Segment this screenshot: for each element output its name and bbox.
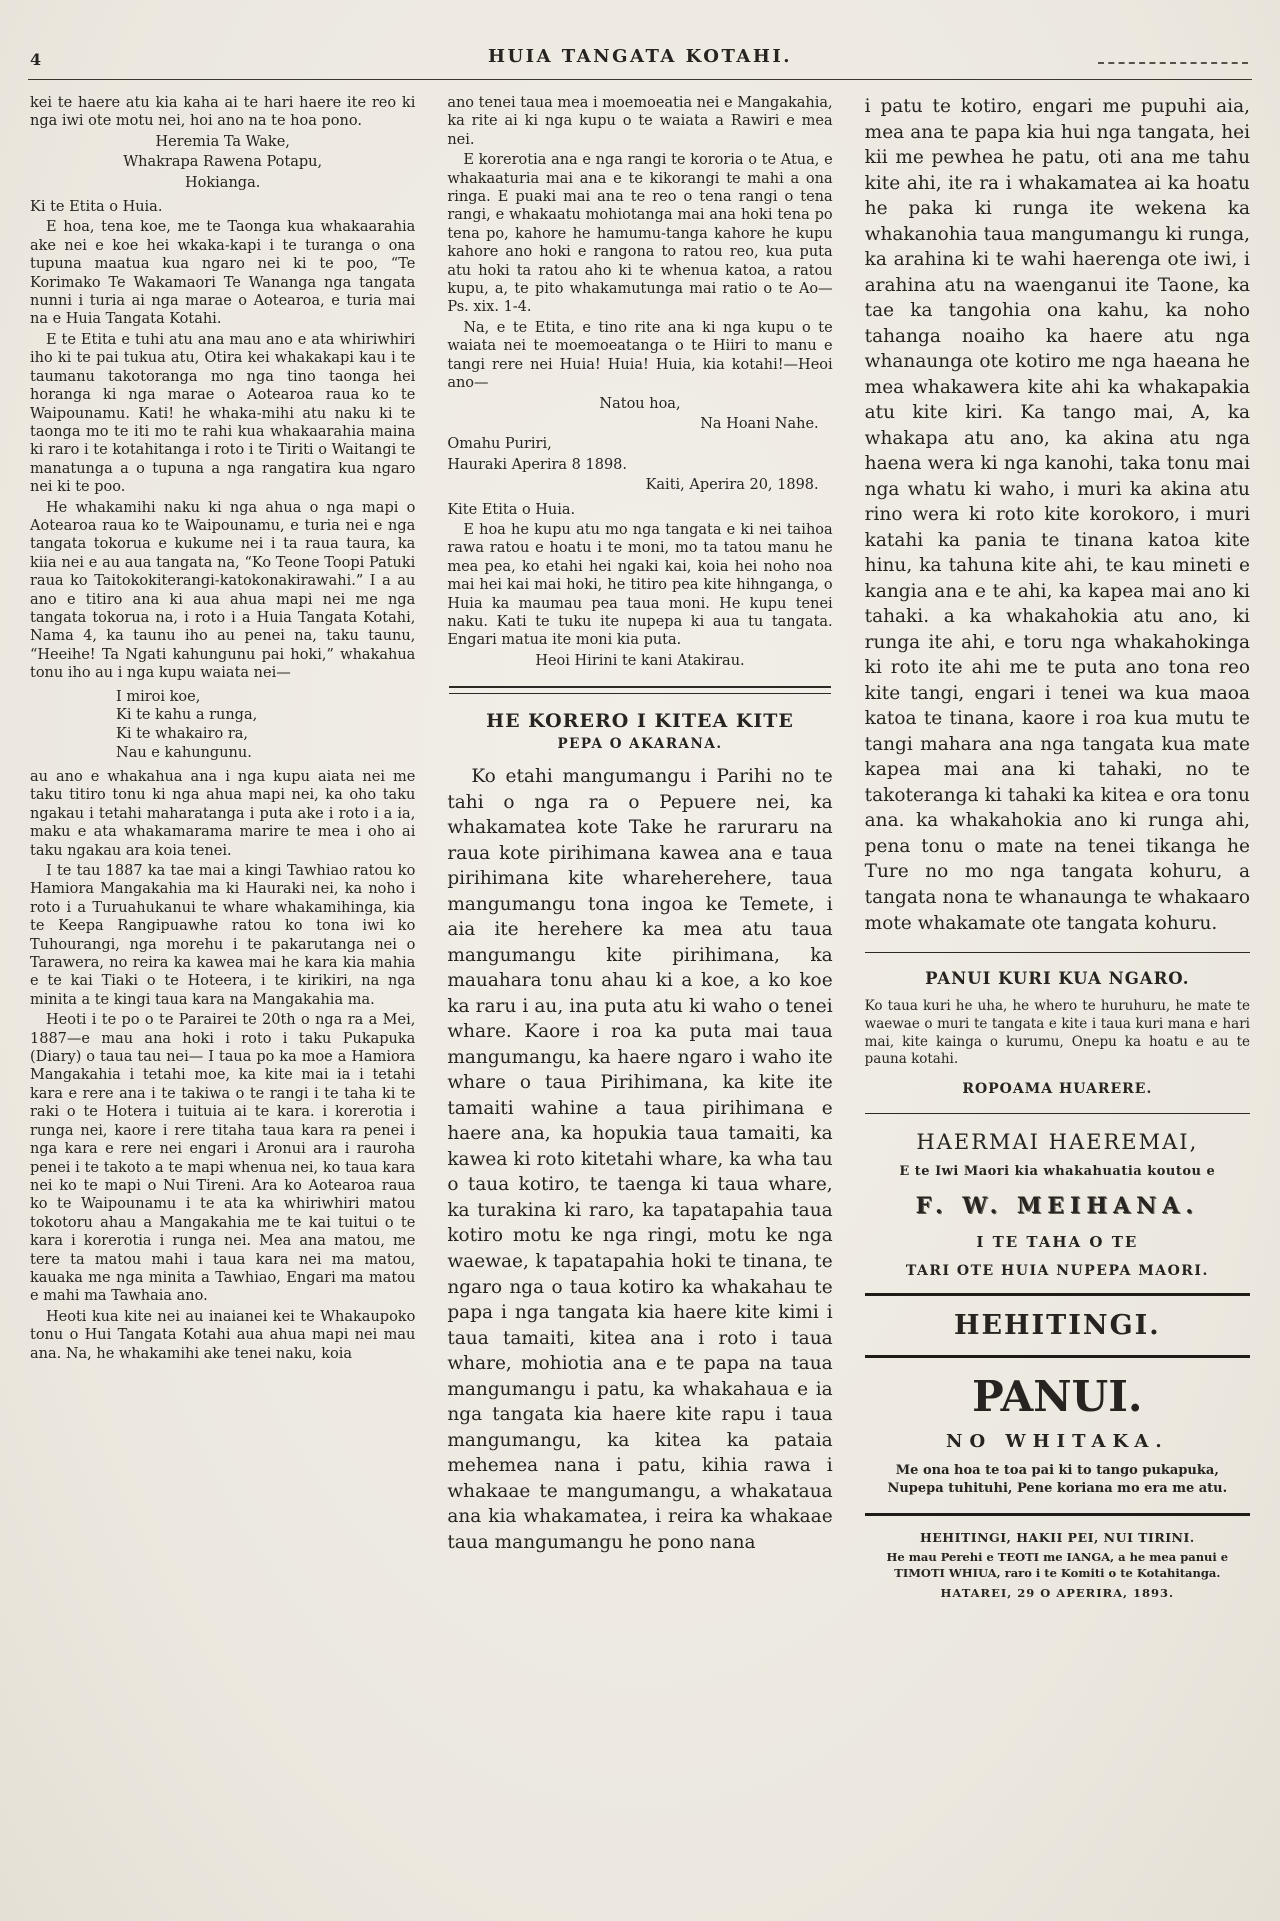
advert-line: TARI OTE HUIA NUPEPA MAORI. xyxy=(905,1263,1209,1280)
advert-name: F. W. MEIHANA. xyxy=(915,1193,1200,1220)
signature-line: Heremia Ta Wake, xyxy=(155,133,290,150)
section-divider-thick-rule xyxy=(865,1513,1250,1516)
masthead-title: HUIA TANGATA KOTAHI. xyxy=(487,46,793,67)
section-divider-thick-rule xyxy=(865,1293,1250,1296)
imprint-line: HATAREI, 29 O APERIRA, 1893. xyxy=(940,1585,1175,1600)
signature-line: Whakrapa Rawena Potapu, xyxy=(123,154,323,171)
signature-line: Natou hoa, xyxy=(599,395,681,412)
poem-line: Ki te whakairo ra, xyxy=(116,726,249,743)
page-number: 4 xyxy=(30,50,42,69)
signature-line: Hokianga. xyxy=(185,174,261,191)
imprint-line: He mau Perehi e TEOTI me IANGA, a he mea panui e TIMOTI WHIUA, raro i te Komiti o te Kotahitanga. xyxy=(886,1549,1229,1581)
paragraph: E hoa, tena koe, me te Taonga kua whakaarahia ake nei e koe hei wkaka-kapi i te turanga o ona tupuna maatua kua ngaro nei ki te poo, “Te Korimako Te Wakamaori Te Wananga nga tangata nunni i turia ai nga marae o Aotearoa, e turia mai na e Huia Tangata Kotahi. xyxy=(30,219,416,328)
letter-salutation: Kite Etita o Huia. xyxy=(447,501,576,518)
section-divider-rule xyxy=(865,952,1250,953)
section-divider-rule xyxy=(865,1113,1250,1114)
paragraph: Na, e te Etita, e tino rite ana ki nga kupu o te waiata nei te moemoeatanga o te Hiiri to manu e tangi rere nei Huia! Huia! Huia, kia kotahi!—Heoi ano— xyxy=(447,319,833,392)
article-body-continued: i patu te kotiro, engari me pupuhi aia, mea ana te papa kia hui nga tangata, hei kii me pewhea he patu, oti ana me tahu kite ahi, ite ra i whakamatea ai ka hoatu he paka ki runga ite wekena ka whakanohia taua mangumangu ki runga, ka arahina ki te wahi haerenga ote iwi, i arahina atu na waenganui ite Taone, ka tae ka tangohia ona kahu, ka noho tahanga noaiho ka haere atu nga whanaunga ote kotiro me nga haeana he mea whakawera kite ahi ka whakapakia atu kite kiri. Ka tango mai, A, ka whakapa atu ano, ka akina atu nga haena wera ki nga kanohi, taka tonu mai nga whatu ki waho, i muri ka akina atu rino wera ki roto kite korokoro, i muri katahi ka pania te tinana katoa kite hinu, ka tahuna kite ahi, te kau mineti e kangia ana e te ahi, ka kapea mai ano ki tahaki. a ka whakahokia atu ano, ki runga ite ahi, e toru nga whakahokinga ki roto ite ahi me te puta ano tona reo kite tangi, engari i tenei wa kua maoa katoa te tinana, kaore i roa kua mutu te tangi mahara ana nga tangata kua mate kapea mai ana ki tahaki, no te takoteranga ki tahaki ka kitea e ora tonu ana. ka whakahokia ano ki runga ahi, pena tonu o mate na tenei tikanga he Ture no mo nga tangata kohuru, a tangata nona te whanaunga te whakaaro mote whakamate ote tangata kohuru. xyxy=(864,96,1250,934)
advert-panui-whitaka xyxy=(865,1372,1250,1498)
poem-line: Ki te kahu a runga, xyxy=(116,707,258,724)
paragraph: ano tenei taua mea i moemoeatia nei e Mangakahia, ka rite ai ki nga kupu o te waiata a Rawiri e mea nei. xyxy=(447,95,833,148)
article-he-korero xyxy=(447,710,832,1555)
paragraph: E te Etita e tuhi atu ana mau ano e ata whiriwhiri iho ki te pai tukua atu, Otira kei whakakapi kau i te taumanu takotoranga mo nga tino taonga hei horanga ki nga marae o Aotearoa raua ko te Waipounamu. Kati! he whaka-mihi atu naku ki te taonga mo te iti mo te rahi kua whakaarahia maina ki raro i te kotahitanga i roto i te Tiriti o Waitangi te manatunga a o tupuna a nga rangatira kua ngaro nei ki te poo. xyxy=(30,331,416,496)
section-divider-thick-rule xyxy=(865,1355,1250,1358)
advert-subtitle: NO WHITAKA. xyxy=(946,1431,1169,1453)
letter-continuation xyxy=(447,94,832,670)
advert-body: Me ona hoa te toa pai ki to tango pukapuka, Nupepa tuhituhi, Pene koriana mo era me atu. xyxy=(887,1463,1228,1497)
place-line: Omahu Puriri, xyxy=(447,436,552,453)
poem-line: I miroi koe, xyxy=(116,688,201,705)
notice-lost-dog xyxy=(865,969,1250,1097)
section-divider-double-rule xyxy=(449,686,830,694)
paragraph: au ano e whakahua ana i nga kupu aiata nei me taku titiro tonu ki nga ahua mapi nei, ka oho taku ngakau i tetahi maharatanga i puta ake i roto i a ia, maku e ata whakamarama marire te mea i oho ai taku ngakau ara koia tenei. xyxy=(30,768,416,859)
imprint-block xyxy=(865,1530,1250,1600)
paragraph: Heoti kua kite nei au inaianei kei te Whakaupoko tonu o Hui Tangata Kotahi aua ahua mapi nei mau ana. Na, he whakamihi ake tenei naku, koia xyxy=(30,1308,416,1362)
advert-meihana xyxy=(865,1130,1250,1279)
article-subtitle: PEPA O AKARANA. xyxy=(557,736,723,753)
notice-signature: ROPOAMA HUARERE. xyxy=(962,1081,1153,1098)
date-line: Kaiti, Aperira 20, 1898. xyxy=(645,477,819,494)
advert-title: PANUI. xyxy=(972,1372,1143,1422)
date-line: Hauraki Aperira 8 1898. xyxy=(447,456,627,473)
paragraph: kei te haere atu kia kaha ai te hari haere ite reo ki nga iwi ote motu nei, hoi ano na te hoa pono. xyxy=(30,95,416,130)
paragraph: E korerotia ana e nga rangi te kororia o te Atua, e whakaaturia mai ana e te kikorangi te mahi a ona ringa. E puaki mai ana te reo o tena rangi o tena rangi, e whakaatu mohiotanga mai ana hoki tena po tena po, kahore he hamumu-tanga kahore he kupu kahore ano hoki e rangona to ratou reo, kua puta atu hoki ta ratou aho ki te whenua katoa, a ratou kupu, a, te pito whakamutunga mai ratio o te Ao—Ps. xix. 1-4. xyxy=(447,152,833,316)
notice-title: PANUI KURI KUA NGARO. xyxy=(925,969,1190,989)
header-dashes-decoration xyxy=(1098,62,1248,64)
advert-title: HAERMAI HAEREMAI, xyxy=(916,1130,1199,1155)
signature-line: Na Hoani Nahe. xyxy=(700,415,819,432)
paragraph: Heoti i te po o te Parairei te 20th o nga ra a Mei, 1887—e mau ana hoki i roto i taku Pukapuka (Diary) o taua tau nei— I taua po ka moe a Hamiora Mangakahia i tetahi moe, ka kite mai ia i tetahi kara e rere ana i te takiwa o te rangi i te taha ki te raki o te Hotera i tuituia ai te kara. i korerotia i runga nei, kaore i rere titaha taua kara ra penei i nga kara e rere nei engari i Aronui ara i rauroha penei i te takoto a te mapi whenua nei, ko taua kara nei ko te mapi o Nui Tireni. Ara ko Aotearoa raua ko te Waipounamu i te ata ka whiriwhiri matou tokotoru ahau a Mangakahia me te kai tuitui o te kara i korerotia i runga nei. Mea ana matou, me tere ta matou mahi i taua kara nei ma matou, kauaka me nga minita a Tawhiao, Engari ma matou e mahi ma Tawhaia ano. xyxy=(30,1012,416,1305)
article-title: HE KORERO I KITEA KITE xyxy=(486,710,794,733)
paragraph: He whakamihi naku ki nga ahua o nga mapi o Aotearoa raua ko te Waipounamu, e turia nei e nga tangata tokorua e kukume nei i ta raua taura, ka kiia nei e au aua tangata na, “Ko Teone Toopi Patuki raua ko Taitokokiterangi-katokonakirawahi.” I a au ano e titiro ana ki aua ahua mapi nei me nga tangata tokorua na, i roto i a Huia Tangata Kotahi, Nama 4, ka taunu iho au penei na, taku taunu, “Heeihe! Ta Ngati kahungunu pai hoki,” whakahua tonu iho au i nga kupu waiata nei— xyxy=(30,499,416,682)
letter-salutation: Ki te Etita o Huia. xyxy=(30,199,163,216)
poem-line: Nau e kahungunu. xyxy=(116,745,252,762)
column-layout xyxy=(0,80,1280,1600)
advert-line: E te Iwi Maori kia whakahuatia koutou e xyxy=(899,1164,1216,1180)
column-1 xyxy=(30,94,415,1600)
waiata-poem xyxy=(116,688,415,763)
article-body: Ko etahi mangumangu i Parihi no te tahi o nga ra o Pepuere nei, ka whakamatea kote Take he raruraru na raua kote pirihimana kawea ana e taua pirihimana kite whareherehere, taua mangumangu tona ingoa ke Temete, i aia ite herehere ka mea atu taua mangumangu kite pirihimana, ka mauahara tonu ahau ki a koe, a ko koe ka raru i au, ina puta atu ki waho o tenei whare. Kaore i roa ka puta mai taua mangumangu, ka haere ngaro i waho ite whare o taua Pirihimana, ka kite ite tamaiti wahine a taua pirihimana e haere ana, ka hopukia taua tamaiti, ka kawea ki roto kitetahi whare, ka wha tau o taua kotiro, te taenga ki taua whare, ka turakina ki raro, ka tapatapahia taua kotiro motu ke nga ringi, motu ke nga waewae, k tapatapahia hoki te tinana, te ngaro nga o taua kotiro ka whakahau te papa i nga tangata kia haere kite kimi i taua tamaiti, kitea ana i roto i taua whare, mohiotia ana e te papa na taua mangumangu i patu, ka whakahaua e ia nga tangata kia haere kite rapu i taua mangumangu, ka kitea ka pataia mehemea nana i patu, kihia rawa i whakaae te mangumangu, a whakataua ana kia whakamatea, i reira ka whakaae taua mangumangu he pono nana xyxy=(447,766,833,1553)
column-2 xyxy=(447,94,832,1600)
imprint-line: HEHITINGI, HAKII PEI, NUI TIRINI. xyxy=(919,1529,1195,1545)
notice-body: Ko taua kuri he uha, he whero te huruhuru, he mate te waewae o muri te tangata e kite i taua kuri mana e hari mai, kite kainga o kurumu, Onepu ka hoatu e au te pauna kotahi. xyxy=(864,998,1250,1068)
paragraph: I te tau 1887 ka tae mai a kingi Tawhiao ratou ko Hamiora Mangakahia ma ki Hauraki nei, ka noho i roto i a Turuahukanui te whare whakamihinga, kia te Keepa Rangipuawhe ratou ko tona iwi ko Tuhourangi, nga morehu i te pakarutanga nei o Tarawera, no reira ka kawea mai he kara kia mahia e te kai Tiaki o te Hoteera, i te kirikiri, na nga minita a te kingi taua kara na Mangakahia ma. xyxy=(30,863,416,1008)
signature-line: Heoi Hirini te kani Atakirau. xyxy=(535,652,745,669)
column-3 xyxy=(865,94,1250,1600)
advert-line: I TE TAHA O TE xyxy=(976,1233,1139,1252)
paragraph: E hoa he kupu atu mo nga tangata e ki nei taihoa rawa ratou e hoatu i te moni, mo ta tatou manu he mea pea, ko etahi hei ngaki kai, koia hei noho noa mai hei kai mai hoki, he titiro pea kite hihnganga, o Huia ka maumau pea taua moni. He kupu tenei naku. Kati te tuku ite nupepa ki aua tu tangata. Engari matua ite moni kia puta. xyxy=(447,521,833,649)
advert-hehitingi: HEHITINGI. xyxy=(953,1310,1161,1342)
page-header xyxy=(0,0,1280,67)
